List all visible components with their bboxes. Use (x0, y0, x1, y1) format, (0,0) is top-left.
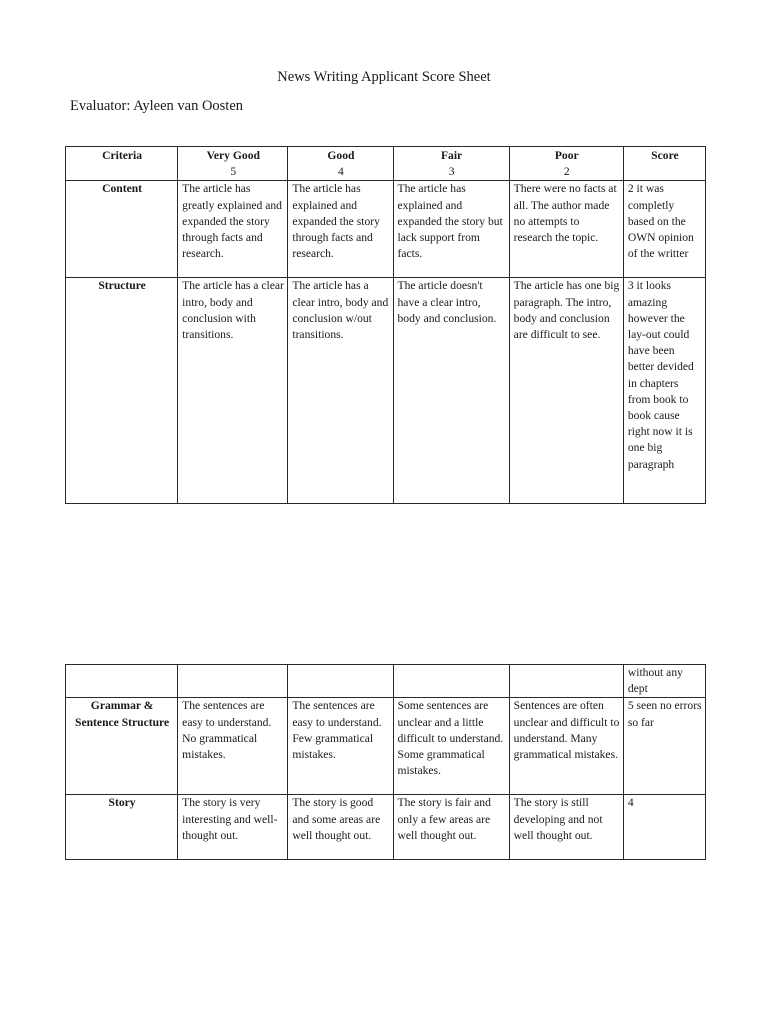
poor-cell (509, 665, 623, 698)
header-label: Good (327, 149, 355, 162)
poor-cell: The story is still developing and not well thought out. (509, 795, 623, 860)
header-label: Criteria (102, 149, 143, 162)
poor-cell: There were no facts at all. The author made no attempts to research the topic. (509, 181, 623, 278)
header-points: 4 (338, 165, 344, 179)
score-cell: 3 it looks amazing however the lay-out could have been better devided in chapters from book to book cause right now it is one big paragraph (623, 278, 705, 504)
header-label: Very Good (206, 149, 260, 162)
criteria-cell: Grammar & Sentence Structure (66, 698, 178, 795)
criteria-cell: Content (66, 181, 178, 278)
header-very-good (178, 147, 288, 181)
very-good-cell: The article has greatly explained and expanded the story through facts and research. (178, 181, 288, 278)
good-cell: The sentences are easy to understand. Few grammatical mistakes. (288, 698, 393, 795)
header-good (288, 147, 393, 181)
very-good-cell: The story is very interesting and well-thought out. (178, 795, 288, 860)
very-good-cell (178, 665, 288, 698)
score-table-page-section-1 (65, 146, 706, 504)
very-good-cell: The sentences are easy to understand. No grammatical mistakes. (178, 698, 288, 795)
header-points: 5 (230, 165, 237, 179)
criteria-cell (66, 665, 178, 698)
good-cell: The article has a clear intro, body and conclusion w/out transitions. (288, 278, 393, 504)
evaluator-line: Evaluator: Ayleen van Oosten (70, 98, 244, 114)
criteria-cell: Structure (66, 278, 178, 504)
header-fair (393, 147, 509, 181)
poor-cell: The article has one big paragraph. The intro, body and conclusion are difficult to see. (509, 278, 623, 504)
table-row-grammar (66, 698, 706, 795)
fair-cell: The article has explained and expanded the story but lack support from facts. (393, 181, 509, 278)
good-cell: The story is good and some areas are well thought out. (288, 795, 393, 860)
table-header-row (66, 147, 706, 181)
fair-cell: The article doesn't have a clear intro, body and conclusion. (393, 278, 509, 504)
table-row-structure (66, 278, 706, 504)
header-label: Poor (554, 149, 579, 162)
score-cell: 4 (623, 795, 705, 860)
score-cell: 5 seen no errors so far (623, 698, 705, 795)
very-good-cell: The article has a clear intro, body and conclusion with transitions. (178, 278, 288, 504)
header-criteria (66, 147, 178, 181)
header-label: Score (651, 149, 679, 162)
header-points: 3 (448, 165, 455, 179)
good-cell (288, 665, 393, 698)
score-cell: without any dept (623, 665, 705, 698)
page-title: News Writing Applicant Score Sheet (277, 69, 491, 85)
table-row-content (66, 181, 706, 278)
fair-cell: The story is fair and only a few areas are well thought out. (393, 795, 509, 860)
header-label: Fair (440, 149, 463, 162)
score-table-page-section-2 (65, 664, 706, 860)
header-poor (509, 147, 623, 181)
table-row-story (66, 795, 706, 860)
criteria-cell: Story (66, 795, 178, 860)
poor-cell: Sentences are often unclear and difficult to understand. Many grammatical mistakes. (509, 698, 623, 795)
good-cell: The article has explained and expanded the story through facts and research. (288, 181, 393, 278)
fair-cell: Some sentences are unclear and a little difficult to understand. Some grammatical mistakes. (393, 698, 509, 795)
score-cell: 2 it was completly based on the OWN opinion of the writter (623, 181, 705, 278)
header-score (623, 147, 705, 181)
header-points: 2 (563, 165, 570, 179)
fair-cell (393, 665, 509, 698)
table-row-continuation (66, 665, 706, 698)
